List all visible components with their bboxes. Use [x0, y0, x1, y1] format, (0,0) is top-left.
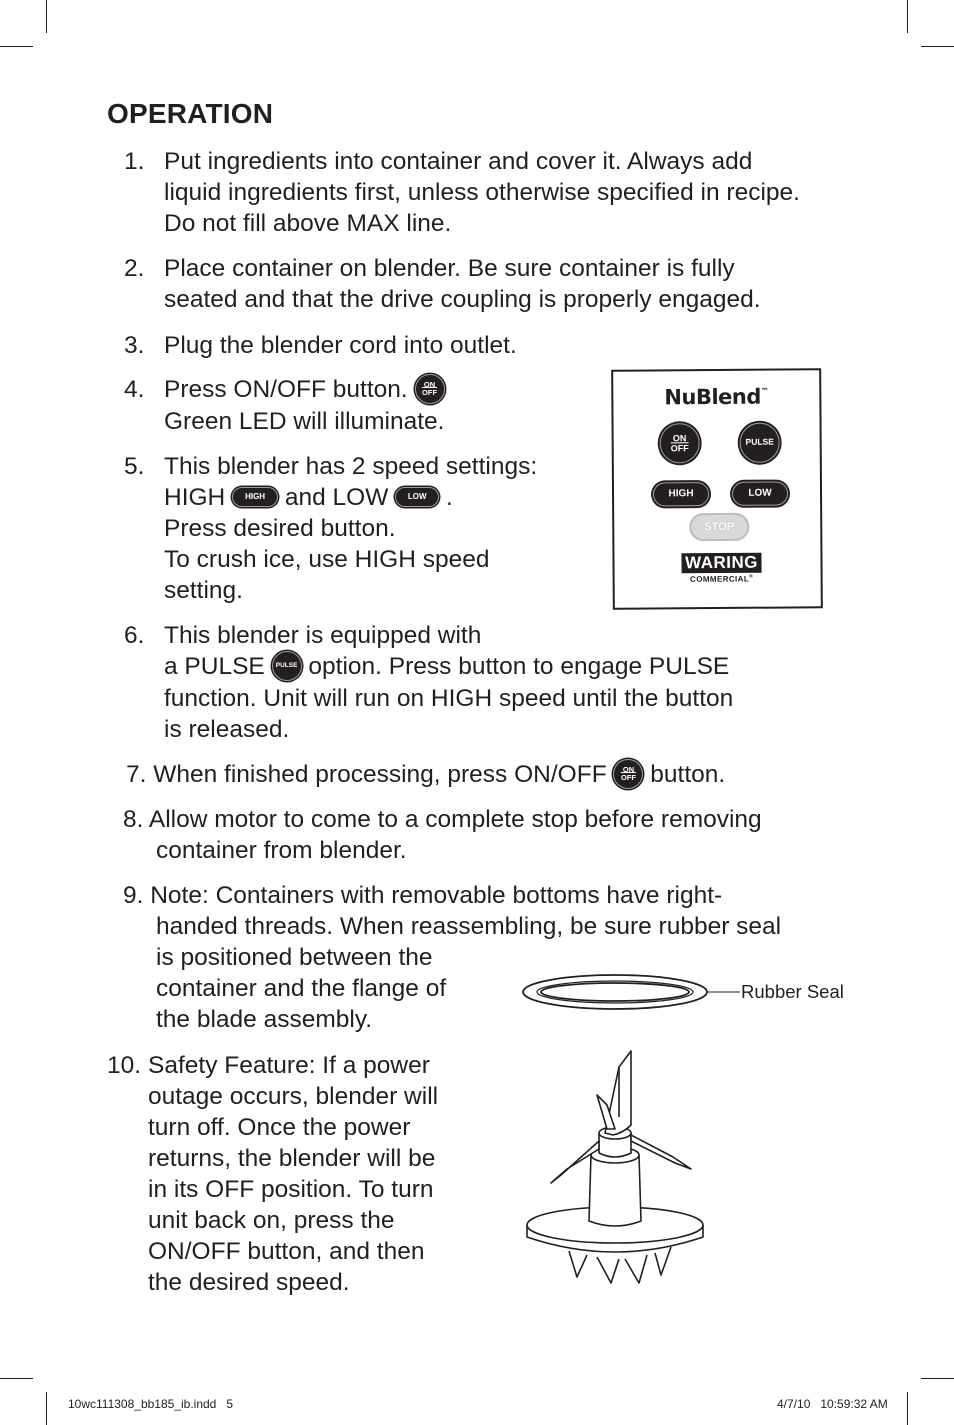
step-text: the desired speed. [148, 1269, 350, 1296]
step-text: unit back on, press the [148, 1207, 395, 1234]
high-button-illustration: HIGH [653, 482, 709, 506]
step-text: button. [650, 761, 726, 788]
step-text: the blade assembly. [156, 1006, 373, 1033]
step-text: setting. [164, 577, 243, 604]
step-text: container and the flange of [156, 975, 447, 1002]
crop-mark [0, 46, 33, 47]
step-text: returns, the blender will be [148, 1145, 436, 1172]
waring-logo: WARING COMMERCIAL® [678, 553, 764, 584]
step-6 [124, 620, 733, 745]
step-7 [126, 759, 725, 791]
crop-mark [46, 0, 47, 33]
crop-mark [921, 46, 954, 47]
control-panel-illustration [611, 368, 823, 609]
step-text: Place container on blender. Be sure container is fully [164, 255, 735, 282]
rubber-seal-illustration [520, 972, 740, 1012]
step-text: is released. [164, 715, 290, 743]
step-3 [124, 330, 517, 361]
low-speed-icon: LOW [395, 487, 439, 507]
step-text: Green LED will illuminate. [164, 407, 445, 435]
crop-mark [907, 0, 908, 33]
step-number: 10. [107, 1052, 142, 1079]
step-10 [107, 1050, 438, 1298]
step-text: Press ON/OFF button. [164, 376, 408, 403]
step-text: ON/OFF button, and then [148, 1238, 425, 1265]
stop-button-illustration: STOP [689, 513, 749, 541]
on-off-icon: ON $\overline{OFF}$ [613, 759, 643, 789]
footer-timestamp: 4/7/10 10:59:32 AM [777, 1397, 888, 1411]
step-2 [124, 253, 761, 315]
step-text: and LOW [284, 484, 389, 511]
step-text: turn off. Once the power [148, 1114, 411, 1141]
crop-mark [907, 1392, 908, 1425]
pulse-button-illustration: PULSE [740, 423, 780, 463]
rubber-seal-label: Rubber Seal [741, 981, 844, 1002]
step-1 [124, 146, 800, 239]
step-text: seated and that the drive coupling is properly engaged. [164, 286, 761, 313]
step-text: option. Press button to engage PULSE [308, 653, 730, 680]
step-text: Put ingredients into container and cover it. Always add [164, 148, 753, 175]
step-number: 6. [124, 622, 145, 649]
step-5 [124, 451, 537, 606]
section-heading: OPERATION [107, 98, 274, 129]
step-text: This blender has 2 speed settings: [164, 453, 538, 480]
footer-filename: 10wc111308_bb185_ib.indd 5 [68, 1397, 234, 1411]
crop-mark [921, 1378, 954, 1379]
pulse-icon: PULSE [272, 651, 302, 681]
step-text: This blender is equipped with [164, 622, 482, 649]
step-text: Safety Feature: If a power [148, 1052, 430, 1079]
step-text: is positioned between the [156, 944, 433, 971]
step-4 [124, 374, 445, 437]
step-8 [123, 804, 762, 866]
step-text: container from blender. [156, 837, 407, 864]
step-number: 2. [124, 255, 145, 282]
step-text: HIGH [164, 484, 226, 511]
brand-name: NuBlend™ [664, 384, 769, 410]
high-speed-icon: HIGH [232, 487, 278, 507]
step-text: 9. Note: Containers with removable bottoms have right- [123, 882, 723, 909]
blade-assembly-illustration [515, 1045, 715, 1285]
low-button-illustration: LOW [732, 482, 788, 506]
step-text: . [446, 484, 453, 511]
step-text: function. Unit will run on HIGH speed until the button [164, 684, 734, 712]
step-number: 5. [124, 453, 145, 480]
step-number: 1. [124, 148, 145, 175]
step-text: To crush ice, use HIGH speed [164, 546, 490, 573]
step-text: liquid ingredients first, unless otherwise specified in recipe. [164, 179, 800, 206]
step-text: handed threads. When reassembling, be sure rubber seal [156, 913, 782, 940]
step-text: 8. Allow motor to come to a complete stop before removing [123, 806, 762, 833]
crop-mark [46, 1392, 47, 1425]
step-text: outage occurs, blender will [148, 1083, 439, 1110]
step-text: in its OFF position. To turn [148, 1176, 434, 1203]
step-number: 3. [124, 332, 145, 359]
crop-mark [0, 1378, 33, 1379]
step-text: 7. When finished processing, press ON/OFF [126, 761, 607, 788]
step-text: Plug the blender cord into outlet. [164, 332, 517, 359]
on-off-icon: ON $\overline{OFF}$ [415, 374, 445, 404]
step-number: 4. [124, 376, 145, 403]
step-text: a PULSE [164, 653, 265, 680]
on-off-button-illustration: ON $\overline{OFF}$ [660, 423, 700, 463]
step-text: Do not fill above MAX line. [164, 210, 452, 237]
step-text: Press desired button. [164, 515, 396, 542]
